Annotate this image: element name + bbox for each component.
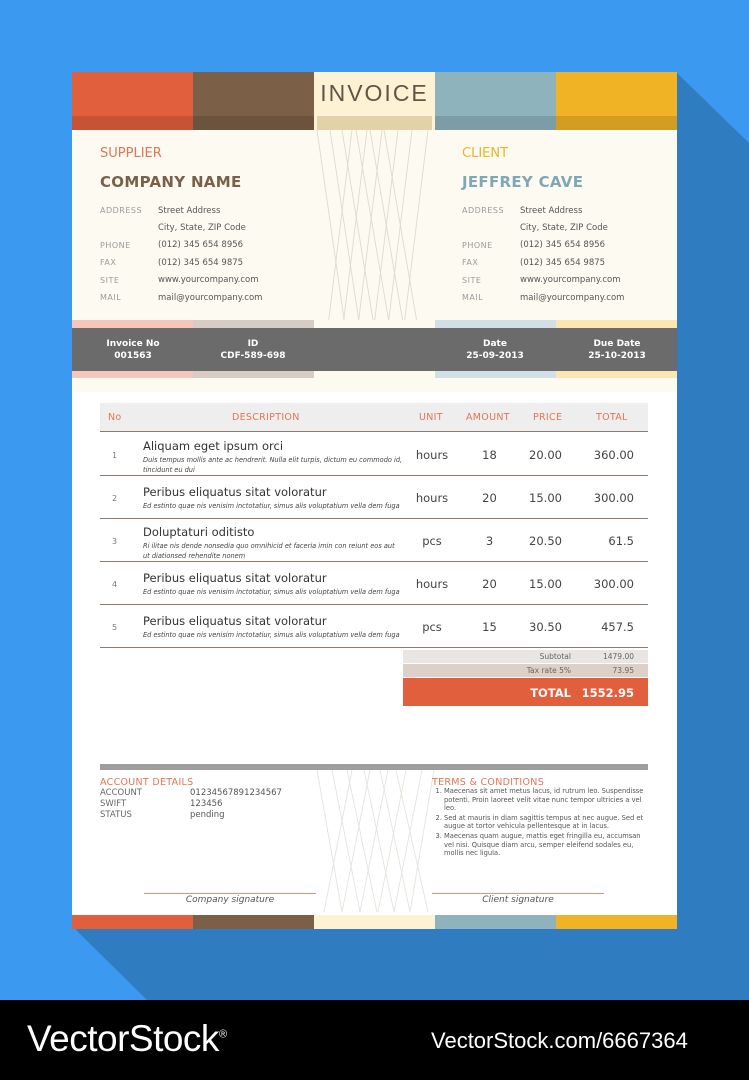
id-label: ID (247, 339, 259, 349)
swift-value: 123456 (190, 799, 223, 809)
row-amount: 18 (482, 448, 497, 462)
watermark-url: VectorStock.com/6667364 (431, 1028, 688, 1053)
terms-item: 1. Maecenas sit amet metus lacus, id rutrum leo. Suspendisse potenti. Proin laoreet velit vitae nunc tempor ultricies a vel leo. (444, 787, 651, 813)
header-amount: AMOUNT (466, 412, 510, 423)
row-description: Ri ilitae nis dende nonsedia quo omnihicid et faceria imin con reiunt eos aut ut diationsed rehendite nonem (143, 542, 395, 560)
site-label: SITE (100, 275, 120, 285)
address-line2: City, State, ZIP Code (158, 223, 246, 234)
client-signature-label: Client signature (482, 895, 554, 905)
row-title: Peribus eliquatus sitat voloratur (143, 571, 327, 585)
row-price: 30.50 (529, 620, 562, 634)
header-no: No (108, 412, 122, 423)
mail-value: mail@yourcompany.com (520, 292, 625, 303)
company-signature-label: Company signature (185, 895, 275, 905)
supplier-details (100, 202, 262, 306)
fax-value: (012) 345 654 9875 (158, 257, 244, 268)
row-no: 2 (112, 494, 118, 503)
row-unit: hours (415, 491, 449, 505)
company-signature-line (144, 893, 316, 894)
account-label: ACCOUNT (100, 788, 142, 798)
terms-item: 3. Maecenas quam augue, mattis eget fringilla eu, accumsan vel nisi. Quisque diam arcu, semper eleifend sodales eu, mollis nec ligula. (444, 832, 651, 858)
subtotal-value: 1479.00 (602, 652, 634, 661)
row-no: 4 (112, 580, 118, 589)
fax-value: (012) 345 654 9875 (520, 257, 606, 268)
tax-row (403, 664, 648, 677)
supplier-label: SUPPLIER (100, 146, 162, 161)
address-label: ADDRESS (100, 206, 143, 216)
total-value: 1552.95 (581, 686, 634, 700)
row-unit: hours (415, 448, 449, 462)
phone-label: PHONE (462, 240, 493, 250)
row-price: 20.50 (529, 534, 562, 548)
watermark-brand-text: VectorStock (27, 1018, 219, 1059)
row-description: Ed estinto quae nis venisim inctotatiur, simus alis voluptatium vella dem fuga (143, 631, 400, 639)
client-name: JEFFREY CAVE (462, 173, 584, 191)
phone-value: (012) 345 654 8956 (520, 240, 606, 251)
row-title: Doluptaturi oditisto (143, 525, 255, 539)
decorative-lines (312, 770, 437, 912)
row-price: 20.00 (529, 448, 562, 462)
row-price: 15.00 (529, 577, 562, 591)
invoice-no-cell (100, 338, 166, 362)
date-cell (458, 338, 532, 362)
client-block (462, 146, 624, 306)
invoice-info-strip (72, 328, 677, 371)
date-label: Date (483, 339, 507, 349)
subtotal-row (403, 650, 648, 663)
invoice-no-value: 001563 (114, 351, 152, 361)
row-amount: 3 (485, 534, 494, 548)
fax-label: FAX (100, 258, 117, 268)
row-amount: 15 (482, 620, 497, 634)
phone-value: (012) 345 654 8956 (158, 240, 244, 251)
table-row (100, 476, 648, 519)
status-value: pending (190, 810, 225, 820)
row-unit: pcs (422, 534, 442, 548)
address-line1: Street Address (158, 205, 221, 216)
due-date-cell (580, 338, 654, 362)
row-description: Ed estinto quae nis venisim inctotatiur, simus alis voluptatium vella dem fuga (143, 502, 400, 510)
account-heading: ACCOUNT DETAILS (100, 777, 194, 788)
tax-value: 73.95 (612, 666, 634, 675)
supplier-block (100, 146, 262, 306)
client-details (462, 202, 624, 306)
grand-total-row (403, 678, 648, 706)
supplier-name: COMPANY NAME (100, 173, 242, 191)
row-total: 61.5 (608, 534, 634, 548)
subtotal-label: Subtotal (539, 652, 571, 661)
row-total: 360.00 (593, 448, 634, 462)
registered-mark: ® (218, 1028, 227, 1041)
address-line2: City, State, ZIP Code (520, 223, 608, 234)
status-label: STATUS (100, 810, 132, 820)
tax-label: Tax rate 5% (526, 666, 571, 675)
terms-item: 2. Sed at mauris in diam sagittis tempus at nec augue. Sed et augue at tortor vehicula pellentesque at in lacus. (444, 814, 651, 831)
due-date-label: Due Date (593, 339, 641, 349)
table-row (100, 519, 648, 562)
row-title: Peribus eliquatus sitat voloratur (143, 614, 327, 628)
row-description: Ed estinto quae nis venisim inctotatiur, simus alis voluptatium vella dem fuga (143, 588, 400, 596)
bottom-color-bar (72, 915, 677, 929)
phone-label: PHONE (100, 240, 131, 250)
row-no: 1 (112, 451, 118, 460)
header-total: TOTAL (596, 412, 628, 423)
total-label: TOTAL (530, 686, 571, 700)
row-total: 457.5 (601, 620, 634, 634)
row-title: Aliquam eget ipsum orci (143, 439, 284, 453)
header-price: PRICE (533, 412, 563, 423)
site-value: www.yourcompany.com (158, 275, 259, 286)
row-total: 300.00 (593, 577, 634, 591)
terms-list (431, 787, 651, 859)
row-title: Peribus eliquatus sitat voloratur (143, 485, 327, 499)
terms-heading: TERMS & CONDITIONS (432, 777, 545, 788)
row-no: 3 (112, 537, 118, 546)
header-description: DESCRIPTION (232, 412, 300, 423)
client-label: CLIENT (462, 146, 509, 161)
address-label: ADDRESS (462, 206, 505, 216)
table-row (100, 605, 648, 648)
invoice-no-label: Invoice No (106, 339, 160, 349)
table-row (100, 562, 648, 605)
row-unit: hours (415, 577, 449, 591)
id-value: CDF-589-698 (220, 351, 286, 361)
row-no: 5 (112, 623, 118, 632)
site-value: www.yourcompany.com (520, 275, 621, 286)
site-label: SITE (462, 275, 482, 285)
account-details (100, 788, 320, 821)
swift-label: SWIFT (100, 799, 127, 809)
row-total: 300.00 (593, 491, 634, 505)
row-price: 15.00 (529, 491, 562, 505)
invoice-title: INVOICE (320, 80, 429, 106)
due-date-value: 25-10-2013 (588, 351, 646, 361)
row-description: Duis tempus mollis ante ac hendrerit. Nulla elit turpis, dictum eu commodo id, tincidunt eu dui (143, 456, 403, 474)
watermark-brand (27, 1018, 227, 1060)
row-amount: 20 (482, 491, 497, 505)
watermark-bar (0, 1000, 749, 1080)
mail-label: MAIL (100, 293, 122, 303)
mail-label: MAIL (462, 293, 484, 303)
header-unit: UNIT (419, 412, 443, 423)
fax-label: FAX (462, 258, 479, 268)
row-amount: 20 (482, 577, 497, 591)
client-signature-line (432, 893, 604, 894)
invoice-page (72, 72, 677, 929)
row-unit: pcs (422, 620, 442, 634)
date-value: 25-09-2013 (466, 351, 524, 361)
table-row (100, 433, 648, 476)
items-table-header (100, 403, 648, 432)
id-cell (213, 338, 293, 362)
account-value: 01234567891234567 (190, 788, 282, 798)
address-line1: Street Address (520, 205, 583, 216)
mail-value: mail@yourcompany.com (158, 292, 263, 303)
